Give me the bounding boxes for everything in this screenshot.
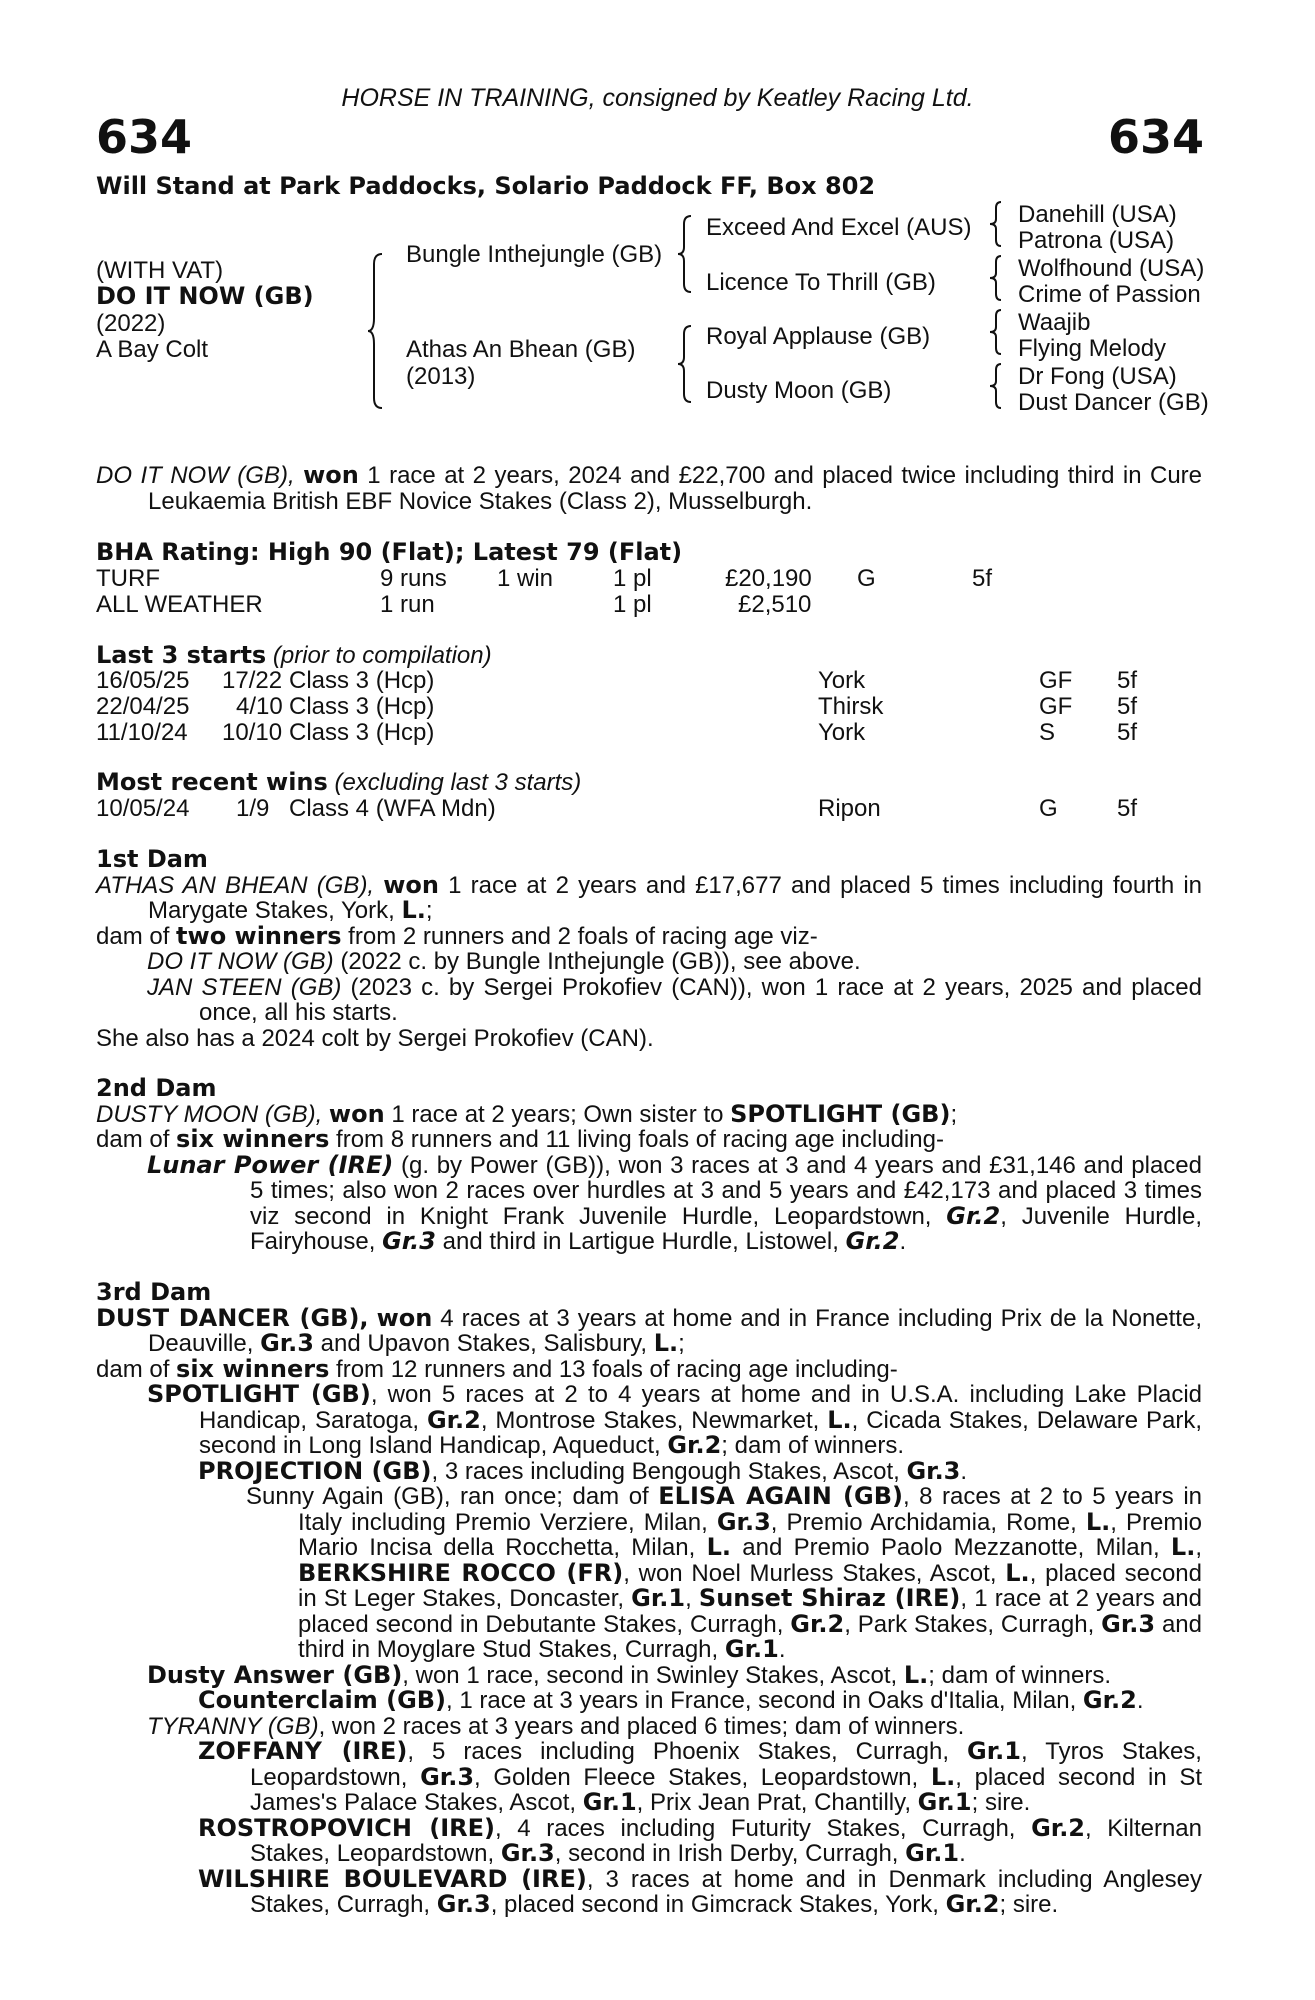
- pedigree-brace-g3-4: [990, 362, 1004, 410]
- pedigree-brace-g3-3: [990, 308, 1004, 356]
- second-dam-record: DUSTY MOON (GB), won 1 race at 2 years; Own sister to SPOTLIGHT (GB);: [96, 1099, 958, 1128]
- third-dam-section: [96, 1280, 1202, 1918]
- second-dam-produce-summary: dam of six winners from 8 runners and 11 living foals of racing age including-: [96, 1125, 944, 1153]
- horse-year: (2022): [96, 310, 166, 337]
- start-course: York: [818, 667, 866, 694]
- stand-location: Will Stand at Park Paddocks, Solario Paddock FF, Box 802: [96, 172, 876, 200]
- rating-placed: 1 pl: [613, 591, 652, 618]
- rating-surface: ALL WEATHER: [96, 591, 263, 618]
- start-class: Class 3 (Hcp): [289, 693, 435, 720]
- rating-wins: 1 win: [497, 565, 554, 592]
- pedigree-gen3-2: Patrona (USA): [1018, 227, 1175, 254]
- rating-surface: TURF: [96, 565, 160, 592]
- race-summary: [96, 463, 1202, 514]
- start-date: 22/04/25: [96, 693, 190, 720]
- third-dam-grandfoal-projection: PROJECTION (GB), 3 races including Bengough Stakes, Ascot, Gr.3.: [198, 1456, 968, 1485]
- start-distance: 5f: [1117, 719, 1138, 746]
- rating-prize: £2,510: [738, 591, 812, 618]
- start-position: 10/10: [222, 719, 283, 746]
- third-dam-record: DUST DANCER (GB), won 4 races at 3 years at home and in France including Prix de la Nonette, Deauville, Gr.3 and Upavon Stakes, Salisbury, L.;: [96, 1303, 1202, 1357]
- second-dam-section: [96, 1076, 1202, 1255]
- lot-number-right: 634: [1107, 110, 1204, 164]
- rating-going: G: [857, 565, 876, 592]
- recent-wins-note: (excluding last 3 starts): [334, 769, 582, 796]
- vat-label: (WITH VAT): [96, 257, 224, 284]
- win-date: 10/05/24: [96, 795, 190, 822]
- rating-runs: 9 runs: [380, 565, 447, 592]
- start-distance: 5f: [1117, 667, 1138, 694]
- rating-heading: BHA Rating: High 90 (Flat); Latest 79 (Flat): [96, 538, 683, 566]
- rating-runs: 1 run: [380, 591, 435, 618]
- summary-text: 1 race at 2 years, 2024 and £22,700 and placed twice including third in Cure Leukaemia British EBF Novice Stakes (Class 2), Musselburgh.: [148, 462, 1203, 515]
- pedigree-gen3-7: Dr Fong (USA): [1018, 363, 1177, 390]
- pedigree-gen2-4: Dusty Moon (GB): [706, 377, 892, 404]
- first-dam-foal-1: DO IT NOW (GB) (2022 c. by Bungle Inthejungle (GB)), see above.: [147, 948, 861, 975]
- pedigree-brace-g3-2: [990, 254, 1004, 302]
- start-position: 17/22: [222, 667, 283, 694]
- pedigree-sire: Bungle Inthejungle (GB): [406, 241, 663, 268]
- third-dam-foal-spotlight: SPOTLIGHT (GB), won 5 races at 2 to 4 years at home and in U.S.A. including Lake Placid Handicap, Saratoga, Gr.2, Montrose Stakes, Newmarket, L., Cicada Stakes, Delaware Park, second in Long Island Handicap, Aqueduct, Gr.2; dam of winners.: [147, 1380, 1203, 1459]
- first-dam-record: ATHAS AN BHEAN (GB), won 1 race at 2 years and £17,677 and placed 5 times including fourth in Marygate Stakes, York, L.;: [96, 870, 1202, 924]
- summary-horse-name: DO IT NOW (GB),: [96, 462, 295, 489]
- last3-heading-line: [96, 643, 492, 669]
- third-dam-foal-tyranny: TYRANNY (GB), won 2 races at 3 years and placed 6 times; dam of winners.: [147, 1712, 965, 1740]
- start-distance: 5f: [1117, 693, 1138, 720]
- first-dam-section: [96, 847, 1202, 1051]
- second-dam-heading: 2nd Dam: [96, 1074, 217, 1102]
- pedigree-gen2-2: Licence To Thrill (GB): [706, 269, 936, 296]
- win-position: 1/9: [236, 795, 270, 822]
- horse-description: A Bay Colt: [96, 336, 209, 363]
- last3-note: (prior to compilation): [272, 642, 492, 669]
- first-dam-note: She also has a 2024 colt by Sergei Prokofiev (CAN).: [96, 1024, 654, 1052]
- start-going: S: [1039, 719, 1056, 746]
- recent-wins-heading-line: [96, 770, 581, 796]
- pedigree-brace-dam: [678, 324, 696, 404]
- win-course: Ripon: [818, 795, 881, 822]
- rating-distance: 5f: [972, 565, 993, 592]
- pedigree-gen3-5: Waajib: [1018, 309, 1091, 336]
- start-date: 16/05/25: [96, 667, 190, 694]
- pedigree-brace-main: [368, 252, 388, 410]
- win-distance: 5f: [1117, 795, 1138, 822]
- win-class: Class 4 (WFA Mdn): [289, 795, 496, 822]
- pedigree-gen3-6: Flying Melody: [1018, 335, 1167, 362]
- pedigree-gen3-3: Wolfhound (USA): [1018, 255, 1205, 282]
- summary-won: won: [303, 461, 359, 489]
- last3-heading: Last 3 starts: [96, 641, 267, 669]
- third-dam-grandfoal-counterclaim: Counterclaim (GB), 1 race at 3 years in France, second in Oaks d'Italia, Milan, Gr.2.: [198, 1686, 1144, 1714]
- pedigree-brace-g3-1: [990, 200, 1004, 248]
- start-position: 4/10: [236, 693, 283, 720]
- rating-placed: 1 pl: [613, 565, 652, 592]
- recent-wins-heading: Most recent wins: [96, 768, 328, 796]
- third-dam-grandfoal-zoffany: ZOFFANY (IRE), 5 races including Phoenix Stakes, Curragh, Gr.1, Tyros Stakes, Leopardstown, Gr.3, Golden Fleece Stakes, Leopardstown, L., placed second in St James's Palace Stakes, Ascot, Gr.1, Prix Jean Prat, Chantilly, Gr.1; sire.: [198, 1737, 1202, 1816]
- catalogue-header: HORSE IN TRAINING, consigned by Keatley Racing Ltd.: [341, 84, 974, 112]
- pedigree-gen2-3: Royal Applause (GB): [706, 323, 931, 350]
- pedigree-gen3-4: Crime of Passion: [1018, 281, 1201, 308]
- start-class: Class 3 (Hcp): [289, 667, 435, 694]
- start-going: GF: [1039, 693, 1073, 720]
- win-going: G: [1039, 795, 1058, 822]
- second-dam-foal-lunar-power: Lunar Power (IRE) (g. by Power (GB)), won 3 races at 3 and 4 years and £31,146 and placed 5 times; also won 2 races over hurdles at 3 and 5 years and £42,173 and placed 3 times viz second in Knight Frank Juvenile Hurdle, Leopardstown, Gr.2, Juvenile Hurdle, Fairyhouse, Gr.3 and third in Lartigue Hurdle, Listowel, Gr.2.: [147, 1150, 1202, 1255]
- pedigree-gen3-8: Dust Dancer (GB): [1018, 389, 1209, 416]
- pedigree-gen3-1: Danehill (USA): [1018, 201, 1177, 228]
- pedigree-brace-sire: [678, 214, 696, 294]
- start-date: 11/10/24: [96, 719, 188, 746]
- pedigree-gen2-1: Exceed And Excel (AUS): [706, 214, 972, 241]
- start-course: York: [818, 719, 866, 746]
- start-class: Class 3 (Hcp): [289, 719, 435, 746]
- first-dam-foal-2: JAN STEEN (GB) (2023 c. by Sergei Prokofiev (CAN)), won 1 race at 2 years, 2025 and placed once, all his starts.: [147, 973, 1202, 1026]
- third-dam-grandfoal-rostropovich: ROSTROPOVICH (IRE), 4 races including Futurity Stakes, Curragh, Gr.2, Kilternan Stakes, Leopardstown, Gr.3, second in Irish Derby, Curragh, Gr.1.: [198, 1813, 1203, 1867]
- third-dam-foal-dusty-answer: Dusty Answer (GB), won 1 race, second in Swinley Stakes, Ascot, L.; dam of winners.: [147, 1660, 1112, 1689]
- rating-prize: £20,190: [725, 565, 812, 592]
- first-dam-heading: 1st Dam: [96, 845, 208, 873]
- third-dam-produce-summary: dam of six winners from 12 runners and 13 foals of racing age including-: [96, 1354, 898, 1383]
- start-going: GF: [1039, 667, 1073, 694]
- start-course: Thirsk: [818, 693, 884, 720]
- third-dam-grandfoal-wilshire-boulevard: WILSHIRE BOULEVARD (IRE), 3 races at home and in Denmark including Anglesey Stakes, Curragh, Gr.3, placed second in Gimcrack Stakes, York, Gr.2; sire.: [198, 1864, 1202, 1918]
- third-dam-grandfoal-sunny-again: Sunny Again (GB), ran once; dam of ELISA AGAIN (GB), 8 races at 2 to 5 years in Italy including Premio Verziere, Milan, Gr.3, Premio Archidamia, Rome, L., Premio Mario Incisa della Rocchetta, Milan, L. and Premio Paolo Mezzanotte, Milan, L., BERKSHIRE ROCCO (FR), won Noel Murless Stakes, Ascot, L., placed second in St Leger Stakes, Doncaster, Gr.1, Sunset Shiraz (IRE), 1 race at 2 years and placed second in Debutante Stakes, Curragh, Gr.2, Park Stakes, Curragh, Gr.3 and third in Moyglare Stud Stakes, Curragh, Gr.1.: [246, 1482, 1203, 1663]
- horse-name: DO IT NOW (GB): [96, 282, 314, 310]
- pedigree-dam: Athas An Bhean (GB): [406, 336, 636, 363]
- pedigree-dam-year: (2013): [406, 363, 476, 390]
- first-dam-produce-summary: dam of two winners from 2 runners and 2 foals of racing age viz-: [96, 921, 818, 950]
- third-dam-heading: 3rd Dam: [96, 1278, 212, 1306]
- lot-number-left: 634: [96, 110, 193, 164]
